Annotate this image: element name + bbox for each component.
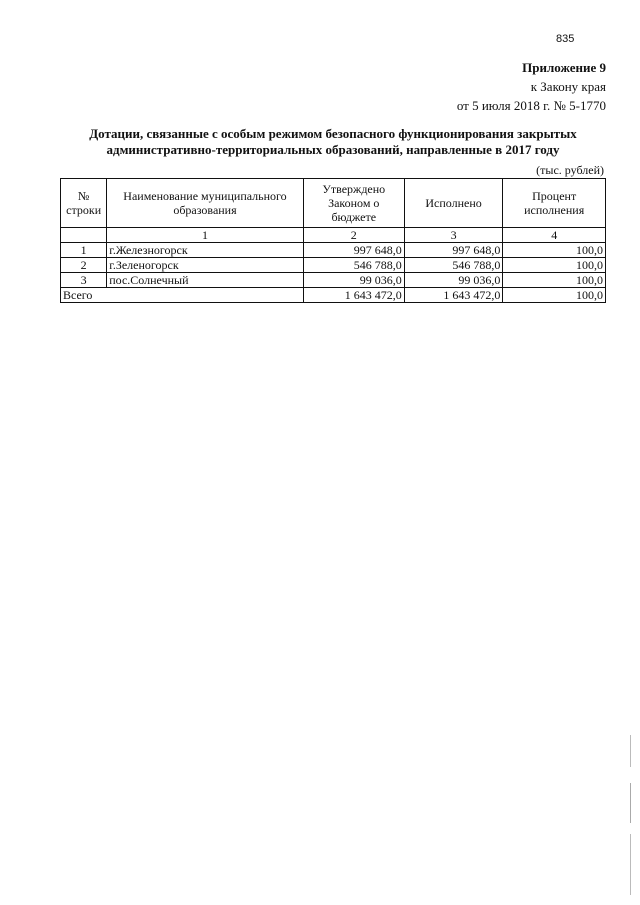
header-executed: Исполнено <box>404 179 503 228</box>
table-row <box>61 258 606 273</box>
municipality-name: г.Железногорск <box>107 243 303 258</box>
column-number: 1 <box>107 228 303 243</box>
appendix-title: Приложение 9 <box>522 60 606 75</box>
execution-percent: 100,0 <box>503 243 606 258</box>
table-row <box>61 243 606 258</box>
column-number-empty <box>61 228 107 243</box>
approved-amount: 997 648,0 <box>303 243 404 258</box>
row-number: 1 <box>61 243 107 258</box>
approved-amount: 546 788,0 <box>303 258 404 273</box>
executed-amount: 99 036,0 <box>404 273 503 288</box>
table-header-row <box>61 179 606 228</box>
column-number: 3 <box>404 228 503 243</box>
municipality-name: пос.Солнечный <box>107 273 303 288</box>
approved-amount: 99 036,0 <box>303 273 404 288</box>
total-approved: 1 643 472,0 <box>303 288 404 303</box>
document-title <box>60 126 606 158</box>
executed-amount: 997 648,0 <box>404 243 503 258</box>
execution-percent: 100,0 <box>503 258 606 273</box>
subsidies-table <box>60 178 606 303</box>
header-approved: Утверждено Законом о бюджете <box>303 179 404 228</box>
appendix-header <box>457 58 606 115</box>
appendix-law-reference: к Закону края <box>530 79 606 94</box>
header-row-number: № строки <box>61 179 107 228</box>
row-number: 2 <box>61 258 107 273</box>
column-number: 2 <box>303 228 404 243</box>
total-executed: 1 643 472,0 <box>404 288 503 303</box>
header-percent: Процент исполнения <box>503 179 606 228</box>
scan-edge-mark <box>630 735 631 895</box>
page-number: 835 <box>556 33 575 45</box>
row-number: 3 <box>61 273 107 288</box>
execution-percent: 100,0 <box>503 273 606 288</box>
column-numbers-row <box>61 228 606 243</box>
document-title-line-2: административно-территориальных образований, направленные в 2017 году <box>106 142 560 157</box>
header-municipality-name: Наименование муниципального образования <box>107 179 303 228</box>
total-label: Всего <box>61 288 304 303</box>
column-number: 4 <box>503 228 606 243</box>
appendix-law-date: от 5 июля 2018 г. № 5-1770 <box>456 98 606 113</box>
document-title-line-1: Дотации, связанные с особым режимом безопасного функционирования закрытых <box>89 126 577 141</box>
units-label: (тыс. рублей) <box>536 163 604 177</box>
municipality-name: г.Зеленогорск <box>107 258 303 273</box>
table-row <box>61 273 606 288</box>
table-total-row <box>61 288 606 303</box>
total-percent: 100,0 <box>503 288 606 303</box>
executed-amount: 546 788,0 <box>404 258 503 273</box>
